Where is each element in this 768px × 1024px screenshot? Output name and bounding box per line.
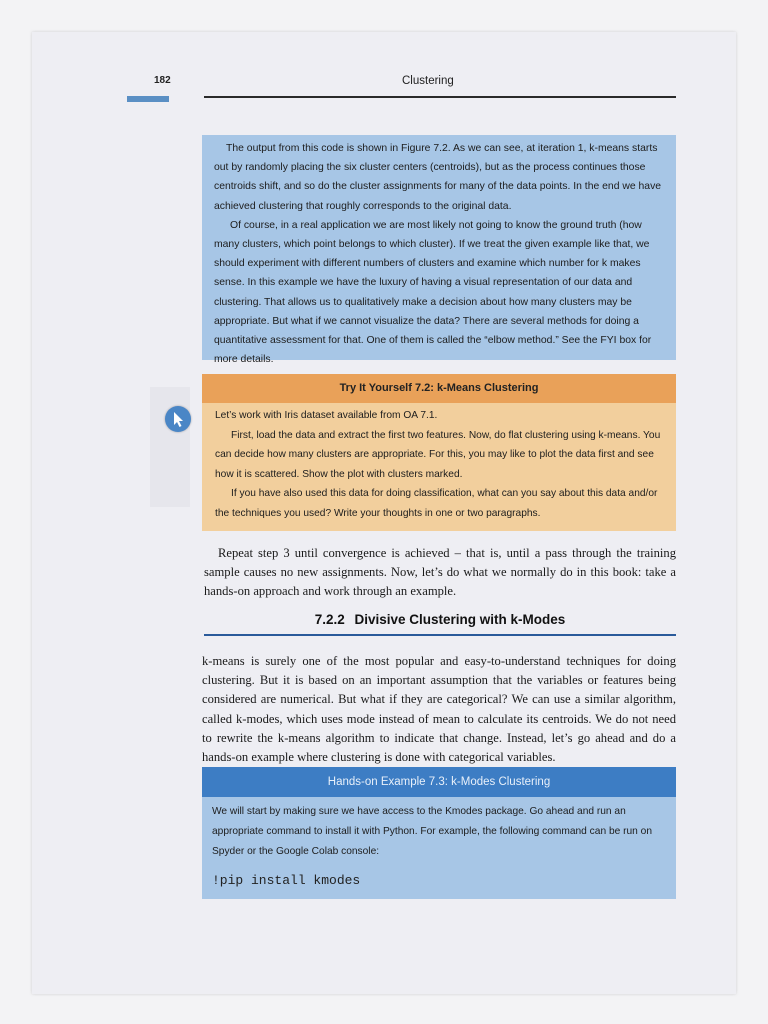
running-head: Clustering <box>402 75 454 87</box>
section-heading <box>204 612 676 627</box>
book-page <box>32 32 736 994</box>
continued-box <box>202 135 676 366</box>
cursor-arrow-icon <box>165 406 191 432</box>
tiy-paragraph-3: If you have also used this data for doing classification, what can you say about this data and/or the techniques you used? Write your thoughts in one or two paragraphs. <box>215 488 658 519</box>
section-title: Divisive Clustering with k-Modes <box>354 612 566 627</box>
header-rule <box>204 96 676 98</box>
body-paragraph-2: k-means is surely one of the most popular and easy-to-understand techniques for doing clustering. But it is based on an important assumption that the variables or features being considered are numerical. But what if they are categorical? We can use a similar algorithm, called k-modes, which uses mode instead of mean to calculate its centroids. We do not need to rewrite the k-means algorithm to indicate that change. Instead, let’s go ahead and do a hands-on example where clustering is done with categorical variables. <box>202 654 676 765</box>
body-paragraph-1: Repeat step 3 until convergence is achieved – that is, until a pass through the training sample causes no new assignments. Now, let’s do what we normally do in this book: take a hands-on approach and work through an example. <box>204 546 676 599</box>
code-snippet: !pip install kmodes <box>212 873 361 888</box>
tiy-paragraph-2: First, load the data and extract the first two features. Now, do flat clustering using k-means. You can decide how many clusters are appropriate. For this, you may like to plot the data first and see how it is scattered. Show the plot with clusters marked. <box>215 429 661 480</box>
hands-on-text: We will start by making sure we have access to the Kmodes package. Go ahead and run an appropriate command to install it with Python. For example, the following command can be run on Spyder or the Google Colab console: <box>212 806 652 857</box>
page-number: 182 <box>154 75 171 86</box>
continued-paragraph-2: Of course, in a real application we are most likely not going to know the ground truth (how many clusters, which point belongs to which cluster). If we treat the given example like that, we should experiment with different numbers of clusters and examine which number for k makes sense. In this example we have the luxury of having a visual representation of our data and clustering. That allows us to qualitatively make a decision about how many clusters may be appropriate. But what if we cannot visualize the data? There are several methods for doing a quantitative assessment for that. One of them is called the “elbow method.” See the FYI box for more details. <box>214 219 652 366</box>
faint-bleed-through <box>150 387 190 507</box>
try-it-yourself-title: Try It Yourself 7.2: k-Means Clustering <box>202 374 676 403</box>
hands-on-example-title: Hands-on Example 7.3: k-Modes Clustering <box>202 767 676 797</box>
hands-on-example-body <box>202 797 676 899</box>
section-number: 7.2.2 <box>314 612 345 627</box>
try-it-yourself-body <box>202 403 676 531</box>
continued-paragraph-1: The output from this code is shown in Figure 7.2. As we can see, at iteration 1, k-means starts out by randomly placing the six cluster centers (centroids), but as the process continues those centroids shift, and so do the cluster assignments for many of the data points. In the end we have achieved clustering that roughly corresponds to the original data. <box>214 143 662 212</box>
tiy-paragraph-1: Let’s work with Iris dataset available from OA 7.1. <box>215 410 438 421</box>
section-rule <box>204 634 676 636</box>
thumb-tab-mark <box>127 96 169 102</box>
